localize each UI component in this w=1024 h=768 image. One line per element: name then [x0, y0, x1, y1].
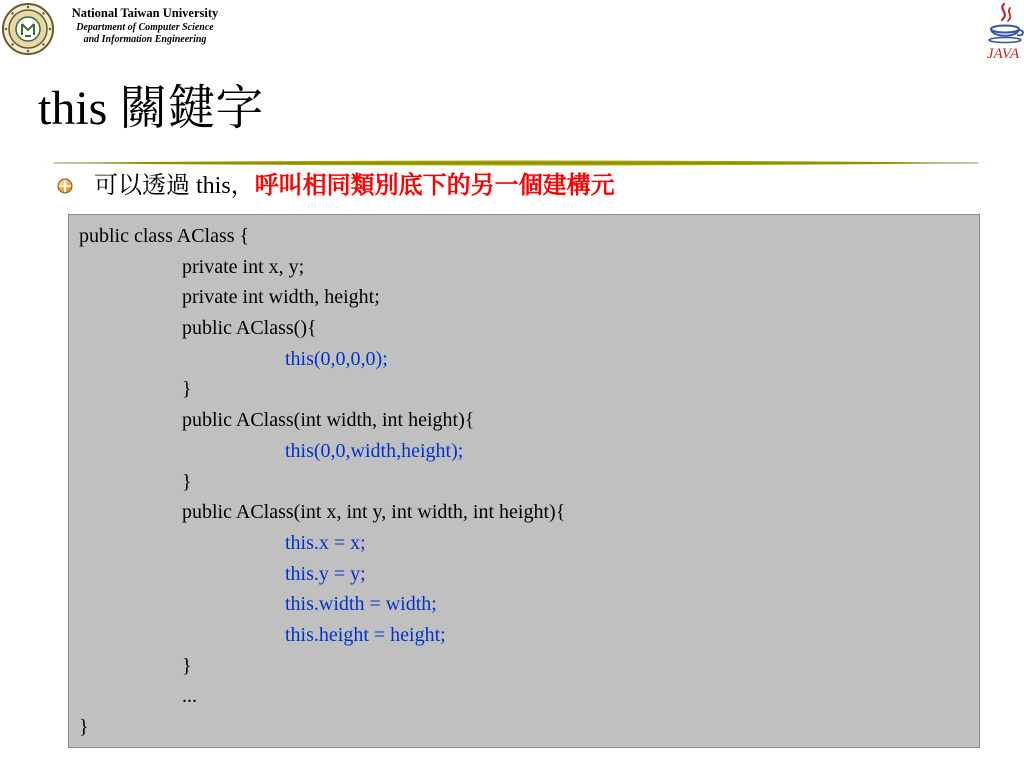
code-line: public class AClass {	[79, 225, 250, 247]
code-line: this.height = height;	[285, 623, 446, 646]
bullet-text-plain: 可以透過 this，	[94, 173, 255, 199]
code-line: private int x, y;	[182, 255, 305, 278]
department-line-2: and Information Engineering	[83, 34, 207, 46]
code-line: this.y = y;	[285, 562, 366, 585]
code-line: }	[79, 716, 89, 738]
department-line-1: Department of Computer Science	[76, 21, 214, 33]
code-line: this(0,0,0,0);	[285, 347, 388, 370]
university-name: National Taiwan University	[71, 6, 219, 20]
java-logo-text: JAVA	[986, 46, 1020, 62]
slide-title: this 關鍵字	[38, 82, 264, 135]
header-organization	[54, 6, 236, 47]
code-line: }	[182, 654, 192, 677]
bullet-text-highlight: 呼叫相同類別底下的另一個建構元	[254, 173, 615, 199]
code-line: this.width = width;	[285, 593, 437, 616]
bullet-text	[94, 166, 615, 206]
bullet-disc-icon	[57, 178, 73, 194]
code-line: private int width, height;	[182, 286, 380, 309]
university-seal-icon	[1, 2, 55, 56]
code-line: public AClass(){	[182, 317, 317, 340]
code-line: }	[182, 378, 192, 401]
code-line: public AClass(int width, int height){	[182, 409, 475, 432]
code-line: }	[182, 470, 192, 493]
code-line: ...	[182, 685, 197, 708]
bullet-item	[57, 166, 615, 206]
code-line: public AClass(int x, int y, int width, int height){	[182, 501, 566, 524]
java-logo-icon	[980, 0, 1024, 62]
code-block	[68, 214, 980, 748]
code-line: this.x = x;	[285, 531, 366, 554]
code-line: this(0,0,width,height);	[285, 439, 464, 462]
